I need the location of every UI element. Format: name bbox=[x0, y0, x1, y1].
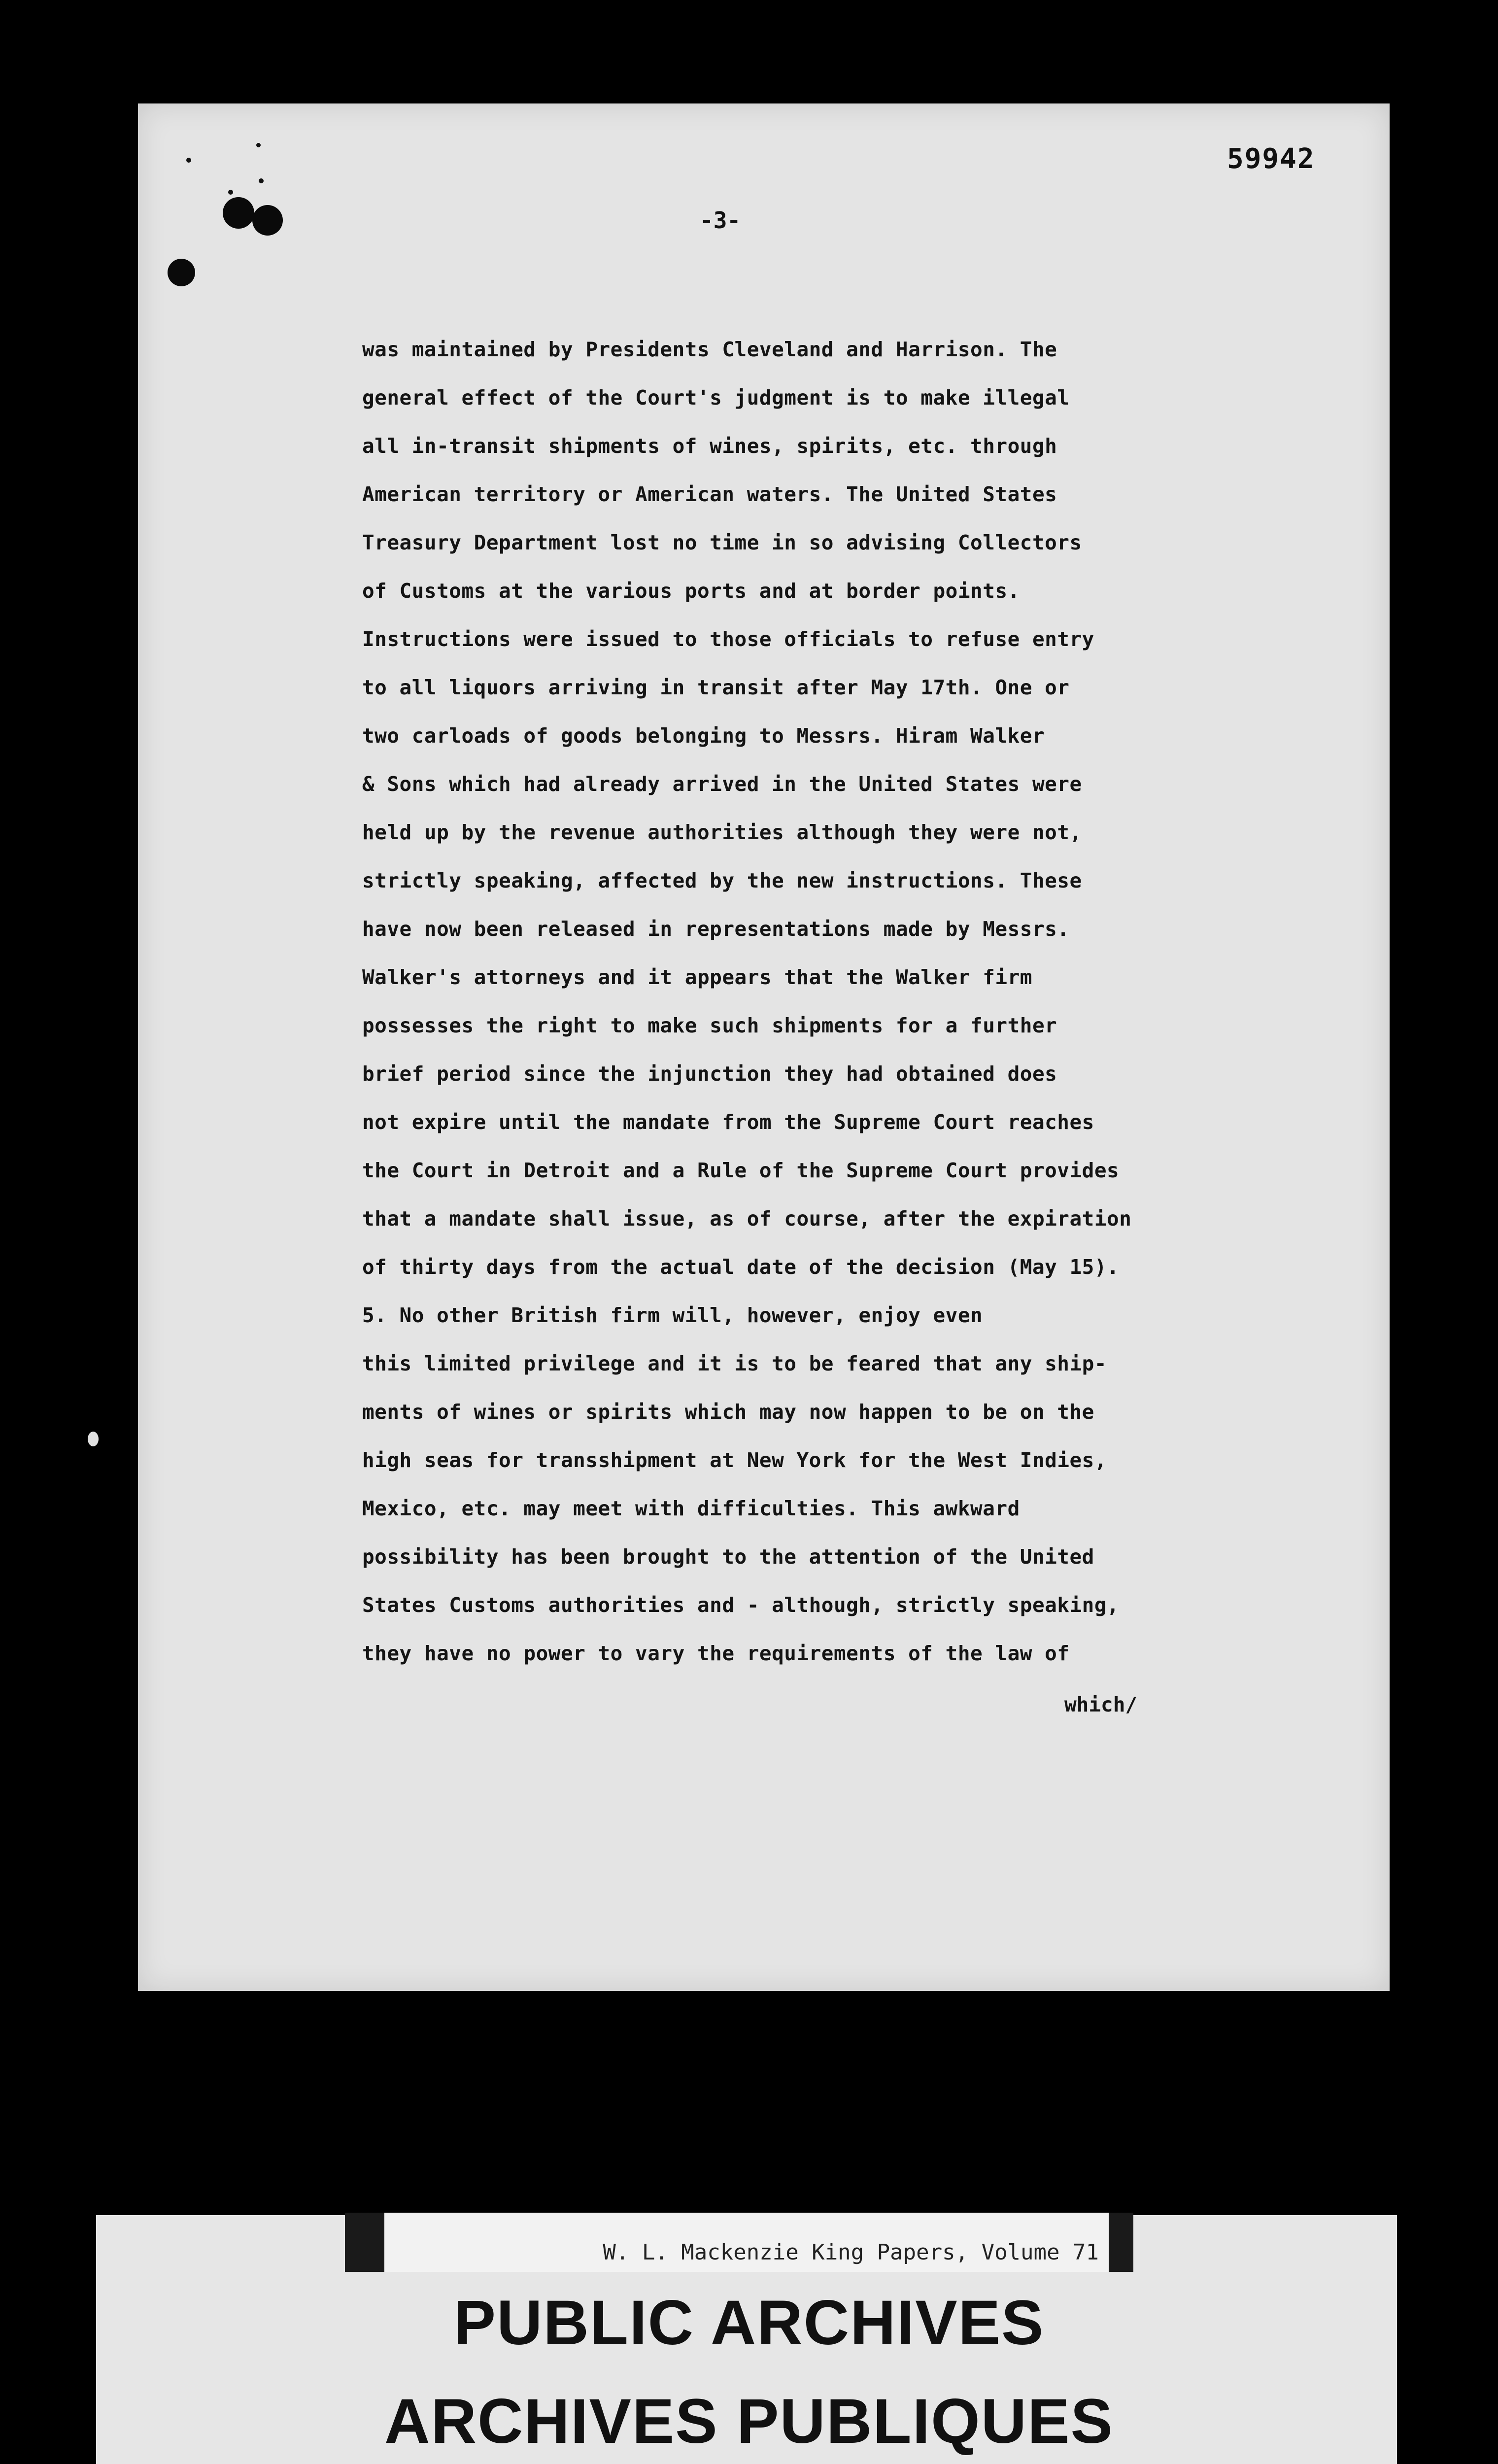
text-line: Walker's attorneys and it appears that the Walker firm bbox=[362, 965, 1032, 989]
text-line: possibility has been brought to the attention of the United bbox=[362, 1545, 1094, 1569]
speck bbox=[186, 158, 191, 163]
text-line: possesses the right to make such shipments for a further bbox=[362, 1014, 1057, 1037]
speck bbox=[228, 190, 233, 195]
text-line: was maintained by Presidents Cleveland and Harrison. The bbox=[362, 338, 1057, 361]
text-line: to all liquors arriving in transit after May 17th. One or bbox=[362, 676, 1070, 699]
text-line: & Sons which had already arrived in the United States were bbox=[362, 772, 1082, 796]
text-line: have now been released in representations made by Messrs. bbox=[362, 917, 1070, 941]
text-line: 5. No other British firm will, however, enjoy even bbox=[362, 1303, 983, 1327]
text-line: all in-transit shipments of wines, spirits, etc. through bbox=[362, 434, 1057, 458]
stamp-tab-right bbox=[1109, 2213, 1133, 2272]
punch-hole bbox=[168, 259, 195, 286]
text-line: this limited privilege and it is to be feared that any ship- bbox=[362, 1352, 1107, 1375]
text-line: of Customs at the various ports and at border points. bbox=[362, 579, 1020, 603]
page-marker: -3- bbox=[700, 207, 741, 234]
continuation-word: which/ bbox=[1064, 1693, 1138, 1716]
text-line: Mexico, etc. may meet with difficulties. This awkward bbox=[362, 1497, 1020, 1520]
text-line: held up by the revenue authorities although they were not, bbox=[362, 821, 1082, 844]
text-line: two carloads of goods belonging to Messrs. Hiram Walker bbox=[362, 724, 1045, 748]
text-line: high seas for transshipment at New York for the West Indies, bbox=[362, 1448, 1107, 1472]
speck bbox=[259, 178, 264, 183]
punch-hole bbox=[223, 197, 254, 229]
text-line: ments of wines or spirits which may now happen to be on the bbox=[362, 1400, 1094, 1424]
speck bbox=[256, 143, 261, 147]
page-number: 59942 bbox=[1227, 143, 1315, 175]
text-line: Instructions were issued to those officials to refuse entry bbox=[362, 627, 1094, 651]
text-line: of thirty days from the actual date of the decision (May 15). bbox=[362, 1255, 1120, 1279]
text-line: brief period since the injunction they had obtained does bbox=[362, 1062, 1057, 1086]
speck bbox=[88, 1432, 99, 1446]
text-line: general effect of the Court's judgment is to make illegal bbox=[362, 386, 1070, 410]
punch-hole bbox=[252, 205, 283, 236]
stamp-tab-left bbox=[345, 2213, 384, 2272]
text-line: the Court in Detroit and a Rule of the Supreme Court provides bbox=[362, 1159, 1120, 1182]
collection-citation: W. L. Mackenzie King Papers, Volume 71 bbox=[603, 2240, 1099, 2265]
text-line: American territory or American waters. The United States bbox=[362, 482, 1057, 506]
archive-name-english: PUBLIC ARCHIVES bbox=[453, 2288, 1045, 2358]
text-line: States Customs authorities and - although, strictly speaking, bbox=[362, 1593, 1120, 1617]
text-line: Treasury Department lost no time in so advising Collectors bbox=[362, 531, 1082, 554]
text-line: not expire until the mandate from the Supreme Court reaches bbox=[362, 1110, 1094, 1134]
text-line: that a mandate shall issue, as of course, after the expiration bbox=[362, 1207, 1132, 1231]
letter-body bbox=[362, 325, 1289, 1677]
archive-name-french: ARCHIVES PUBLIQUES bbox=[384, 2386, 1114, 2457]
text-line: they have no power to vary the requirements of the law of bbox=[362, 1642, 1070, 1665]
citation-strip bbox=[384, 2213, 1109, 2272]
text-line: strictly speaking, affected by the new instructions. These bbox=[362, 869, 1082, 892]
